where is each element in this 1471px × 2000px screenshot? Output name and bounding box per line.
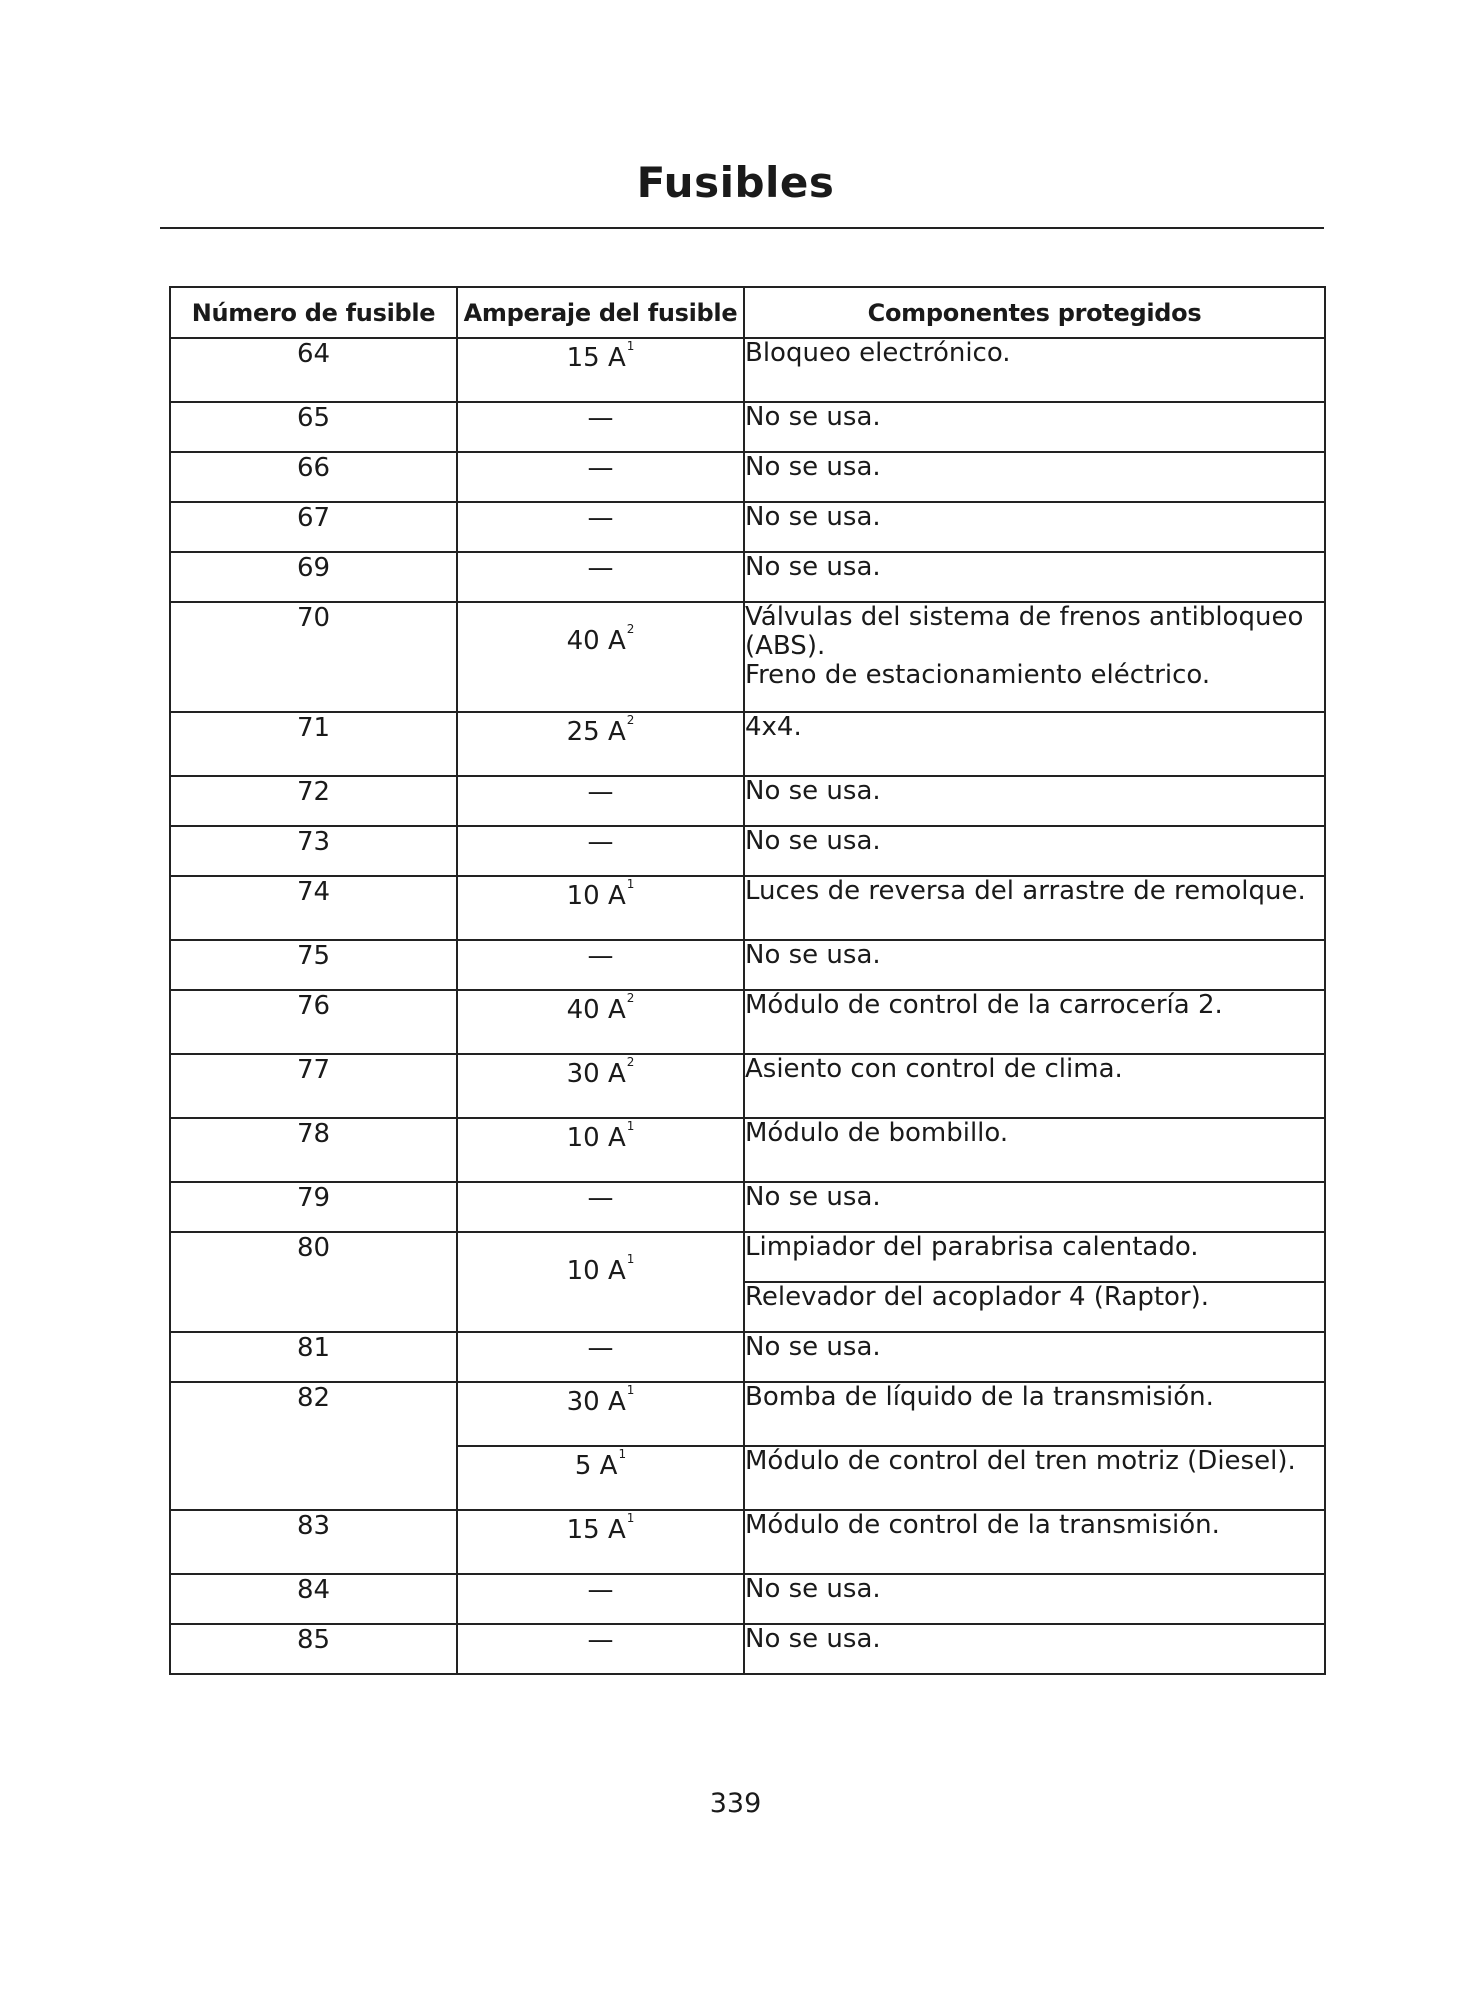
table-row xyxy=(170,1332,1325,1382)
table-row xyxy=(170,1182,1325,1232)
fuse-amperage: — xyxy=(457,776,744,826)
fuse-amperage: — xyxy=(457,452,744,502)
protected-component: Módulo de bombillo. xyxy=(744,1118,1325,1182)
protected-component: Luces de reversa del arrastre de remolque. xyxy=(744,876,1325,940)
fuse-amperage: 10 A$^1$ xyxy=(457,876,744,940)
fuse-number: 67 xyxy=(170,502,457,552)
protected-component: No se usa. xyxy=(744,452,1325,502)
fuse-number: 70 xyxy=(170,602,457,712)
protected-component: No se usa. xyxy=(744,502,1325,552)
footnote-marker: 2 xyxy=(626,713,635,727)
protected-component: Limpiador del parabrisa calentado. xyxy=(744,1232,1325,1282)
fuse-amperage: — xyxy=(457,826,744,876)
fuse-amperage: — xyxy=(457,1182,744,1232)
fuse-amperage: — xyxy=(457,402,744,452)
protected-component: No se usa. xyxy=(744,402,1325,452)
table-row xyxy=(170,1054,1325,1118)
fuse-number: 76 xyxy=(170,990,457,1054)
protected-component: No se usa. xyxy=(744,552,1325,602)
table-row xyxy=(170,552,1325,602)
table-row xyxy=(170,1382,1325,1446)
protected-component: No se usa. xyxy=(744,776,1325,826)
fuse-amperage: — xyxy=(457,1574,744,1624)
fuse-number: 83 xyxy=(170,1510,457,1574)
fuse-number: 77 xyxy=(170,1054,457,1118)
table-row xyxy=(170,1510,1325,1574)
page-title: Fusibles xyxy=(636,158,835,207)
protected-component: Módulo de control del tren motriz (Diesel). xyxy=(744,1446,1325,1510)
fuse-number: 82 xyxy=(170,1382,457,1510)
fuse-amperage: — xyxy=(457,502,744,552)
table-row xyxy=(170,826,1325,876)
fuse-amperage: 40 A$^2$ xyxy=(457,602,744,712)
fuse-amperage: 30 A$^2$ xyxy=(457,1054,744,1118)
protected-component: Módulo de control de la carrocería 2. xyxy=(744,990,1325,1054)
fuse-number: 72 xyxy=(170,776,457,826)
table-row xyxy=(170,990,1325,1054)
fuse-number: 85 xyxy=(170,1624,457,1674)
protected-component: No se usa. xyxy=(744,1332,1325,1382)
footnote-marker: 1 xyxy=(626,877,635,891)
fuse-amperage: 25 A$^2$ xyxy=(457,712,744,776)
fuse-amperage: — xyxy=(457,1624,744,1674)
protected-component: Asiento con control de clima. xyxy=(744,1054,1325,1118)
fuse-amperage: — xyxy=(457,1332,744,1382)
fuse-number: 79 xyxy=(170,1182,457,1232)
header-protected-components: Componentes protegidos xyxy=(744,287,1325,338)
protected-component: No se usa. xyxy=(744,940,1325,990)
footnote-marker: 2 xyxy=(626,622,635,636)
fuse-amperage: 5 A$^1$ xyxy=(457,1446,744,1510)
protected-component: No se usa. xyxy=(744,1624,1325,1674)
table-row xyxy=(170,338,1325,402)
fuse-number: 65 xyxy=(170,402,457,452)
protected-component: Bloqueo electrónico. xyxy=(744,338,1325,402)
protected-component: No se usa. xyxy=(744,1574,1325,1624)
fuse-number: 81 xyxy=(170,1332,457,1382)
footnote-marker: 1 xyxy=(626,1511,635,1525)
page-number: 339 xyxy=(709,1788,762,1819)
table-row xyxy=(170,1574,1325,1624)
table-row xyxy=(170,452,1325,502)
header-fuse-amperage: Amperaje del fusible xyxy=(457,287,744,338)
footnote-marker: 1 xyxy=(626,1252,635,1266)
fuse-number: 71 xyxy=(170,712,457,776)
table-row xyxy=(170,776,1325,826)
protected-component: Bomba de líquido de la transmisión. xyxy=(744,1382,1325,1446)
header-fuse-number: Número de fusible xyxy=(170,287,457,338)
fuse-number: 73 xyxy=(170,826,457,876)
table-row xyxy=(170,940,1325,990)
table-header-row xyxy=(170,287,1325,338)
fuse-amperage: 10 A$^1$ xyxy=(457,1118,744,1182)
footnote-marker: 1 xyxy=(626,1383,635,1397)
protected-component: Módulo de control de la transmisión. xyxy=(744,1510,1325,1574)
fuse-table xyxy=(169,286,1326,1675)
title-divider xyxy=(160,227,1324,229)
table-row xyxy=(170,1118,1325,1182)
footnote-marker: 1 xyxy=(618,1447,627,1461)
table-row xyxy=(170,1624,1325,1674)
footnote-marker: 1 xyxy=(626,1119,635,1133)
table-row xyxy=(170,712,1325,776)
fuse-amperage: 30 A$^1$ xyxy=(457,1382,744,1446)
table-row xyxy=(170,1232,1325,1282)
fuse-number: 64 xyxy=(170,338,457,402)
protected-component: 4x4. xyxy=(744,712,1325,776)
fuse-number: 69 xyxy=(170,552,457,602)
fuse-number: 66 xyxy=(170,452,457,502)
fuse-amperage: 15 A$^1$ xyxy=(457,338,744,402)
fuse-number: 80 xyxy=(170,1232,457,1332)
fuse-amperage: 15 A$^1$ xyxy=(457,1510,744,1574)
fuse-amperage: 40 A$^2$ xyxy=(457,990,744,1054)
table-row xyxy=(170,602,1325,712)
protected-component: No se usa. xyxy=(744,826,1325,876)
table-row xyxy=(170,502,1325,552)
fuse-number: 75 xyxy=(170,940,457,990)
protected-component: No se usa. xyxy=(744,1182,1325,1232)
fuse-amperage: 10 A$^1$ xyxy=(457,1232,744,1332)
footnote-marker: 2 xyxy=(626,991,635,1005)
fuse-number: 84 xyxy=(170,1574,457,1624)
fuse-number: 78 xyxy=(170,1118,457,1182)
protected-component: Válvulas del sistema de frenos antibloqueo (ABS). Freno de estacionamiento eléctrico. xyxy=(744,602,1325,712)
footnote-marker: 2 xyxy=(626,1055,635,1069)
fuse-amperage: — xyxy=(457,940,744,990)
fuse-amperage: — xyxy=(457,552,744,602)
protected-component: Relevador del acoplador 4 (Raptor). xyxy=(744,1282,1325,1332)
table-row xyxy=(170,402,1325,452)
footnote-marker: 1 xyxy=(626,339,635,353)
table-row xyxy=(170,876,1325,940)
fuse-number: 74 xyxy=(170,876,457,940)
